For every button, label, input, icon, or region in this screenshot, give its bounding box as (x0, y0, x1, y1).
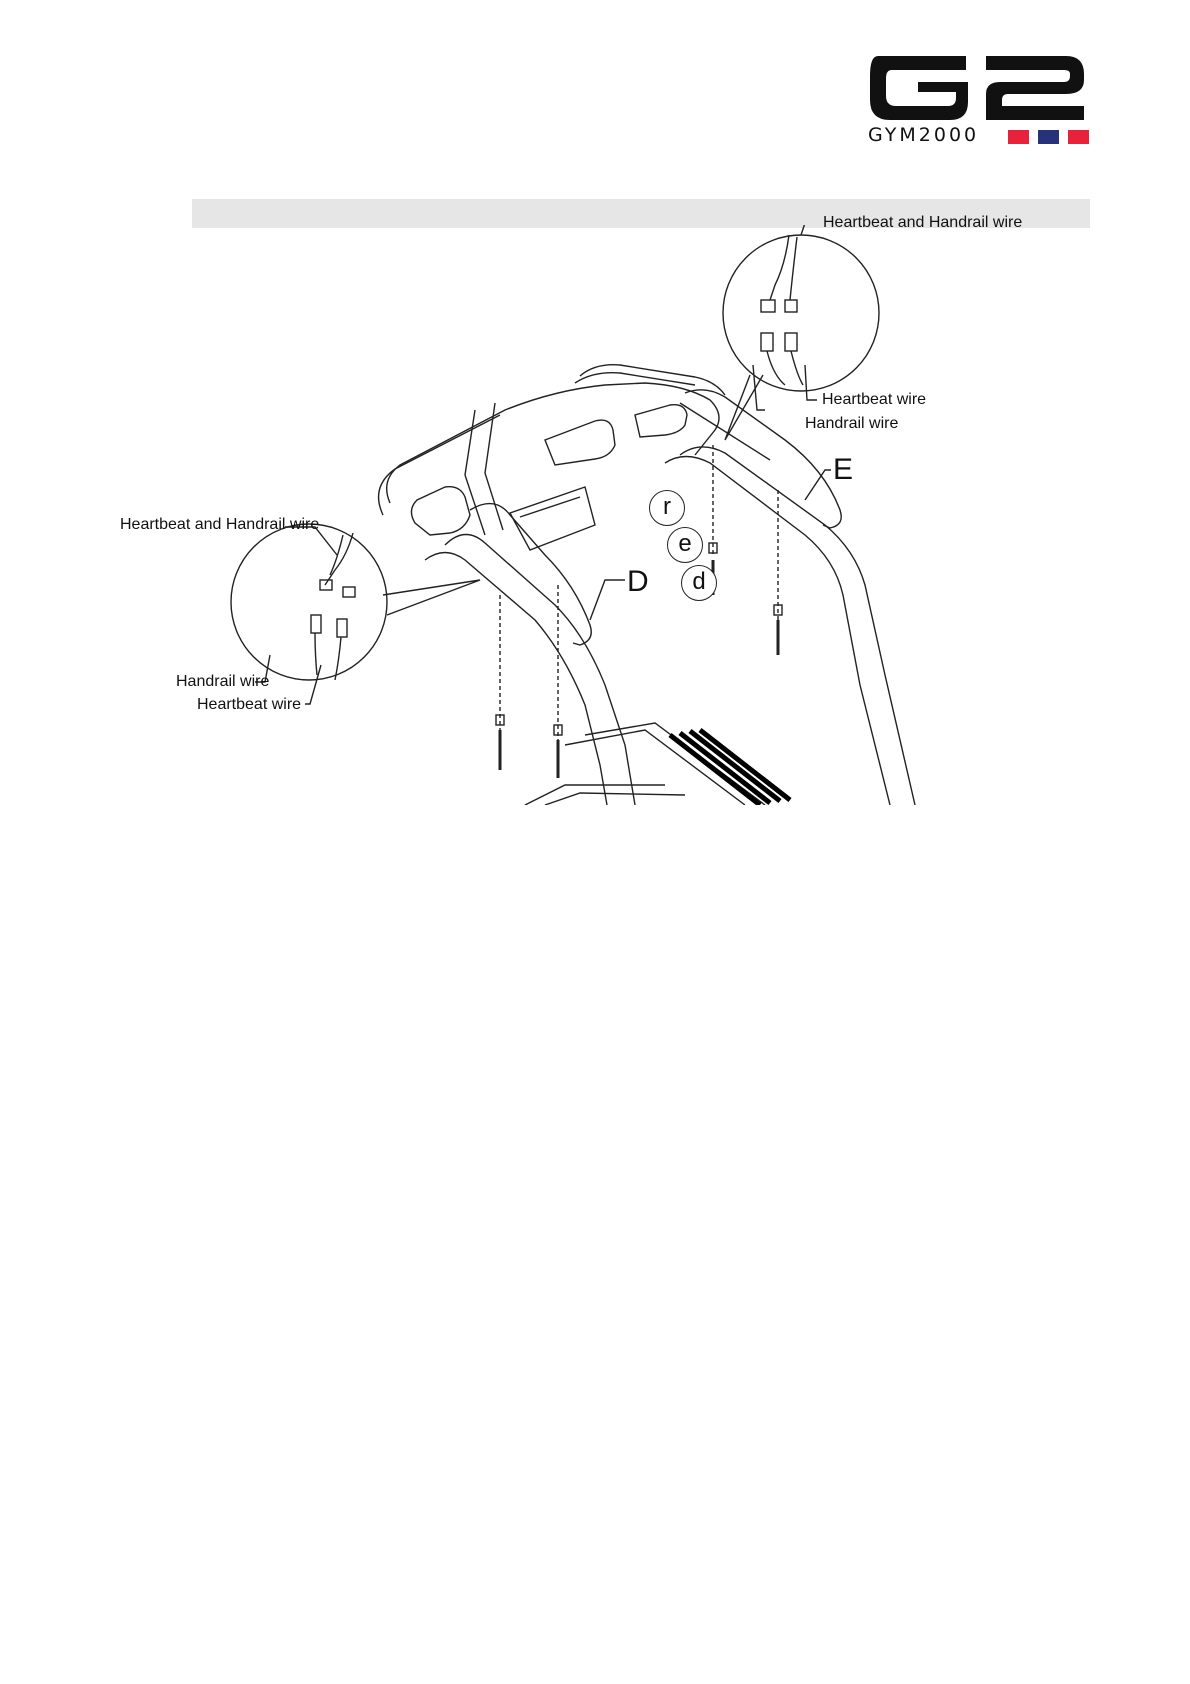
callout-top-handrail: Handrail wire (805, 415, 899, 432)
callout-left-heartbeat-handrail: Heartbeat and Handrail wire (120, 516, 320, 533)
flag-red-2 (1068, 130, 1089, 144)
assembly-diagram (120, 214, 1085, 805)
callout-top-heartbeat-handrail: Heartbeat and Handrail wire (823, 214, 1023, 231)
flag-red-1 (1008, 130, 1029, 144)
part-label-e: E (833, 453, 854, 486)
part-label-r: r (649, 490, 685, 526)
callout-top-heartbeat: Heartbeat wire (822, 391, 927, 408)
part-label-d: D (627, 565, 649, 598)
brand-logo (868, 50, 1088, 148)
treadmill-drawing (125, 225, 1085, 805)
flag-strip (1008, 130, 1089, 144)
logo-subtitle: GYM2000 (868, 124, 980, 146)
callout-left-handrail: Handrail wire (176, 673, 270, 690)
part-label-d-small: d (681, 565, 717, 601)
callout-left-heartbeat: Heartbeat wire (197, 696, 302, 713)
part-label-e-small: e (667, 527, 703, 563)
flag-blue (1038, 130, 1059, 144)
g2-logo-mark (868, 50, 1088, 122)
